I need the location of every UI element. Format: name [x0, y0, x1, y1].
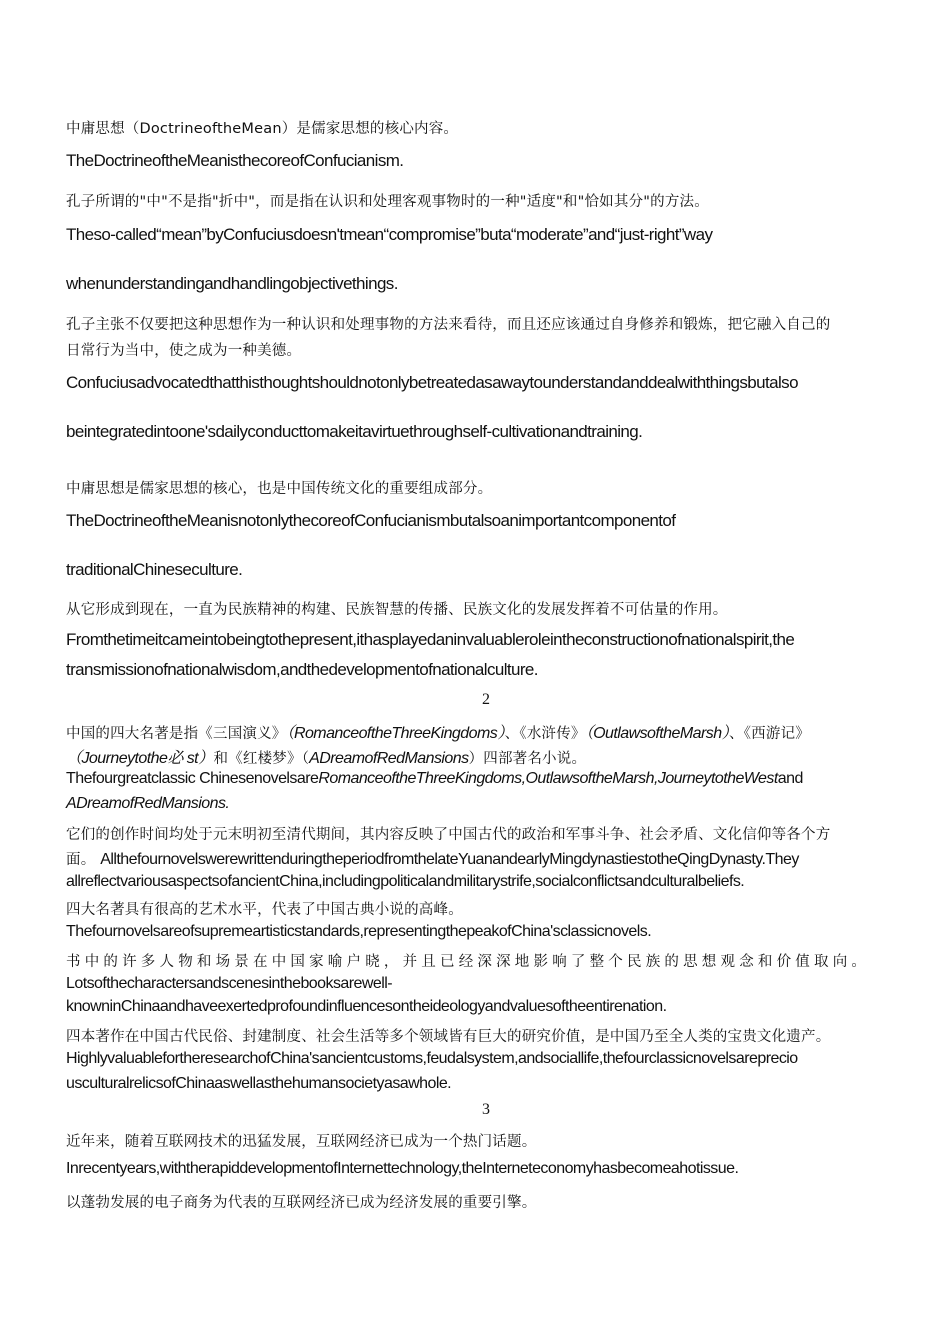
- title-run: ADreamofRedMansions: [309, 750, 469, 767]
- paragraph-zh: 书中的许多人物和场景在中国家喻户晓，并且已经深深地影响了整个民族的思想观念和价值取向。: [66, 954, 871, 970]
- paragraph-zh: 近年来，随着互联网技术的迅猛发展，互联网经济已成为一个热门话题。: [66, 1134, 537, 1150]
- paragraph-mixed: [66, 848, 799, 869]
- section-number: 2: [482, 691, 490, 708]
- paragraph-zh: 四本著作在中国古代民俗、封建制度、社会生活等多个领域皆有巨大的研究价值，是中国乃至全人类的宝贵文化遗产。: [66, 1029, 831, 1045]
- text-run: 面。: [66, 852, 96, 868]
- section-number: 3: [482, 1101, 490, 1118]
- paragraph-en: TheDoctrineoftheMeanisthecoreofConfucianism.: [66, 151, 404, 170]
- paragraph-en: Inrecentyears,withtherapiddevelopmentofInternettechnology,theInterneteconomyhasbecomeahotissue.: [66, 1160, 739, 1177]
- paragraph-zh: [66, 745, 586, 768]
- paragraph-en: allreflectvariousaspectsofancientChina,includingpoliticalandmilitarystrife,socialconflictsandculturalbeliefs.: [66, 873, 745, 890]
- text-run: and: [777, 770, 803, 787]
- text-run: ）四部著名小说。: [468, 751, 587, 767]
- title-run: ADreamofRedMansions.: [66, 795, 230, 812]
- paragraph-en: traditionalChineseculture.: [66, 560, 243, 579]
- paragraph-en: HighlyvaluablefortheresearchofChina'sancientcustoms,feudalsystem,andsociallife,thefourclassicnovelsareprecio: [66, 1050, 798, 1067]
- paragraph-en: usculturalrelicsofChinaaswellasthehumansocietyasawhole.: [66, 1075, 452, 1092]
- text-run: 和《红楼梦》（: [213, 751, 310, 767]
- paragraph-en: beintegratedintoone'sdailyconducttomakeitavirtuethroughself-cultivationandtraining.: [66, 422, 643, 441]
- text-run: 、《水浒传》: [504, 726, 586, 742]
- paragraph-en: Theso-called“mean”byConfuciusdoesn'tmean“compromise”buta“moderate”and“just-right”way: [66, 225, 713, 244]
- text-run: 、《西游记》: [729, 726, 810, 742]
- paragraph-zh: 它们的创作时间均处于元末明初至清代期间，其内容反映了中国古代的政治和军事斗争、社会矛盾、文化信仰等各个方: [66, 827, 831, 843]
- paragraph-zh: 中庸思想（DoctrineoftheMean）是儒家思想的核心内容。: [66, 121, 459, 137]
- title-run: （OutlawsoftheMarsh）: [585, 725, 730, 742]
- paragraph-zh: 以蓬勃发展的电子商务为代表的互联网经济已成为经济发展的重要引擎。: [66, 1195, 537, 1211]
- paragraph-en: whenunderstandingandhandlingobjectivethings.: [66, 274, 398, 293]
- title-run: RomanceoftheThreeKingdoms,OutlawsoftheMarsh,JourneytotheWest: [318, 770, 778, 787]
- paragraph-en: [66, 795, 229, 813]
- paragraph-en: TheDoctrineoftheMeanisnotonlythecoreofConfucianismbutalsoanimportantcomponentof: [66, 511, 676, 530]
- paragraph-zh: 日常行为当中，使之成为一种美德。: [66, 343, 302, 359]
- paragraph-en: transmissionofnationalwisdom,andthedevelopmentofnationalculture.: [66, 660, 538, 679]
- paragraph-en: Fromthetimeitcameintobeingtothepresent,ithasplayedaninvaluableroleintheconstructionofnationalspirit,the: [66, 630, 795, 649]
- text-run: 中国的四大名著是指《三国演义》: [66, 726, 287, 742]
- paragraph-zh: 从它形成到现在，一直为民族精神的构建、民族智慧的传播、民族文化的发展发挥着不可估量的作用。: [66, 602, 728, 618]
- paragraph-zh: 孔子所谓的"中"不是指"折中"，而是指在认识和处理客观事物时的一种"适度"和"恰如其分"的方法。: [66, 194, 709, 210]
- title-run: （RomanceoftheThreeKingdoms）: [286, 725, 505, 742]
- text-run: AllthefournovelswerewrittenduringtheperiodfromthelateYuanandearlyMingdynastiestotheQingDynasty.They: [100, 851, 799, 868]
- paragraph-en: knowninChinaandhaveexertedprofoundinfluencesontheideologyandvaluesoftheentirenation.: [66, 998, 667, 1015]
- paragraph-en: Thefournovelsareofsupremeartisticstandards,representingthepeakofChina'sclassicnovels.: [66, 923, 652, 940]
- paragraph-zh: 孔子主张不仅要把这种思想作为一种认识和处理事物的方法来看待，而且还应该通过自身修养和锻炼，把它融入自己的: [66, 317, 831, 333]
- paragraph-en: Lotsofthecharactersandscenesinthebooksarewell-: [66, 975, 393, 992]
- paragraph-zh: 四大名著具有很高的艺术水平，代表了中国古典小说的高峰。: [66, 902, 463, 918]
- paragraph-en: Confuciusadvocatedthatthisthoughtshouldnotonlybetreatedasawaytounderstandanddealwiththingsbutalso: [66, 373, 798, 392]
- paragraph-zh: [66, 720, 810, 743]
- paragraph-zh: 中庸思想是儒家思想的核心，也是中国传统文化的重要组成部分。: [66, 481, 493, 497]
- text-run: Thefourgreatclassic Chinesenovelsare: [66, 770, 319, 787]
- paragraph-en: [66, 770, 803, 788]
- title-run: （Journeytothe必 st）: [66, 750, 214, 767]
